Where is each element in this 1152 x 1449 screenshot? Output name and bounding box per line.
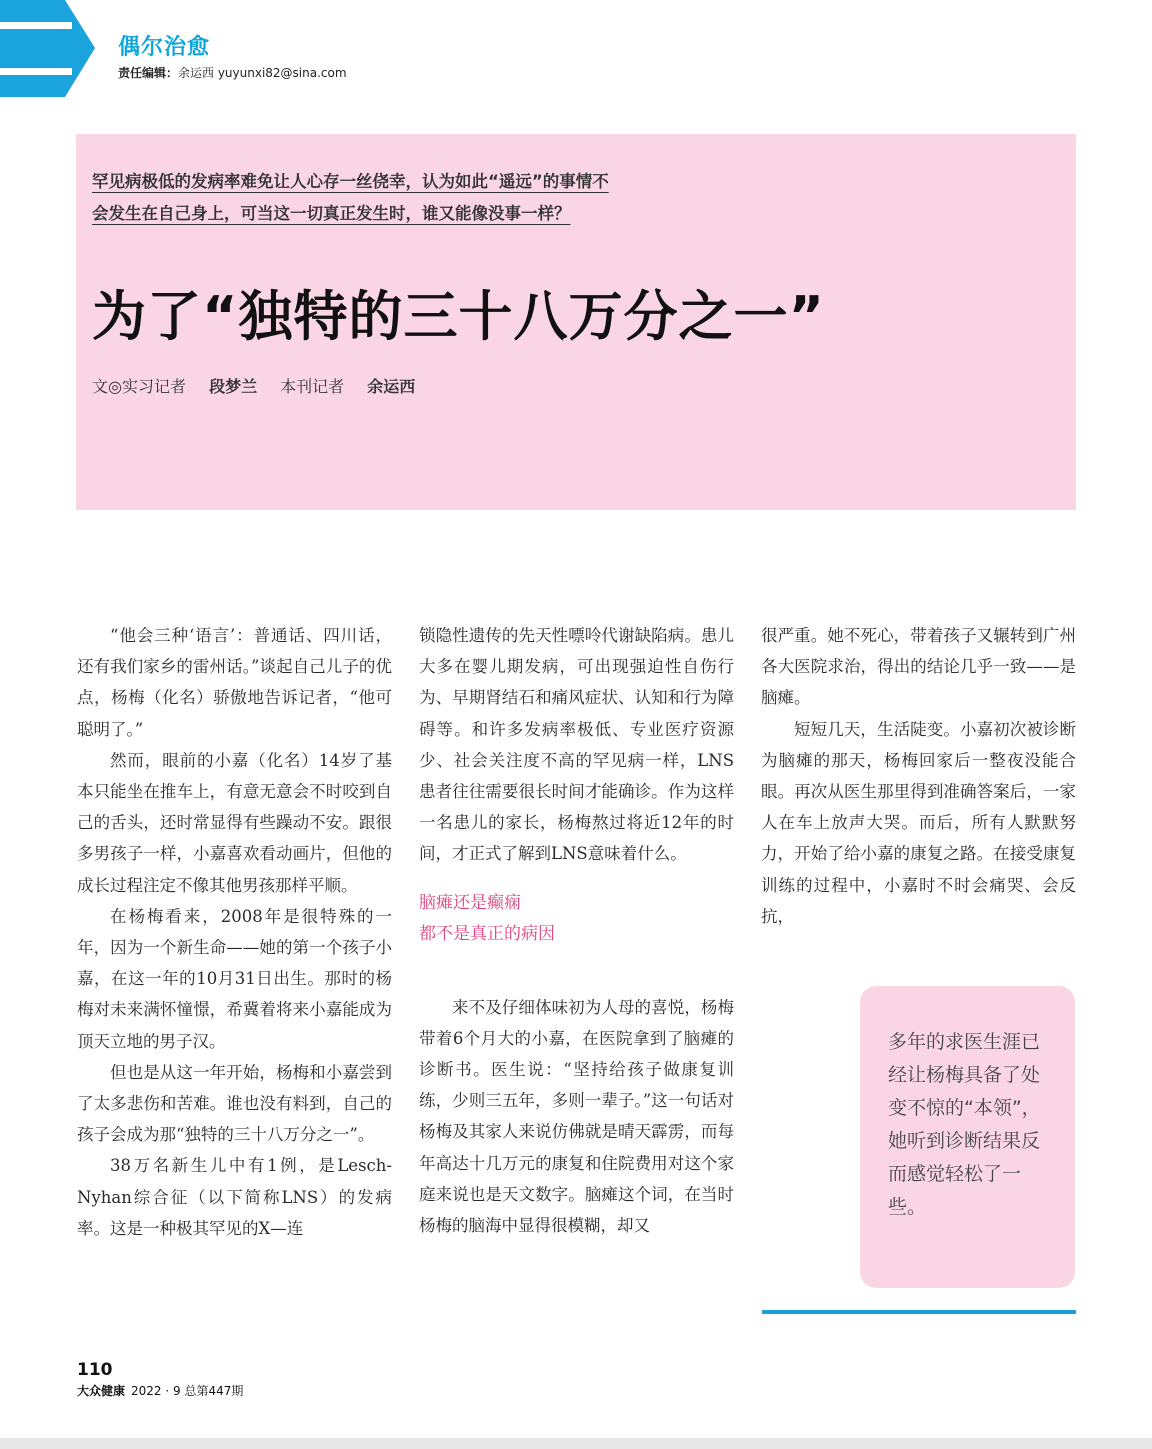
paragraph: 38万名新生儿中有1例，是Lesch-Nyhan综合征（以下简称LNS）的发病率。这是一种极其罕见的X—连: [77, 1156, 392, 1238]
body-column-3: [761, 620, 1076, 932]
lead-line-1: 罕见病极低的发病率难免让人心存一丝侥幸，认为如此“遥远”的事情不: [92, 172, 609, 191]
byline-prefix: 文◎实习记者: [92, 377, 186, 396]
pull-quote-text: 多年的求医生涯已经让杨梅具备了处变不惊的“本领”，她听到诊断结果反而感觉轻松了一些。: [888, 1031, 1041, 1218]
section-subheading: [419, 888, 734, 950]
paragraph: 然而，眼前的小嘉（化名）14岁了基本只能坐在推车上，有意无意会不时咬到自己的舌头，还时常显得有些躁动不安。跟很多男孩子一样，小嘉喜欢看动画片，但他的成长过程注定不像其他男孩那样平顺。: [77, 750, 392, 895]
paragraph: 短短几天，生活陡变。小嘉初次被诊断为脑瘫的那天，杨梅回家后一整夜没能合眼。再次从医生那里得到准确答案后，一家人在车上放声大哭。而后，所有人默默努力，开始了给小嘉的康复之路。在接受康复训练的过程中，小嘉时不时会痛哭、会反抗，: [761, 719, 1076, 926]
page-bottom-band: [0, 1438, 1152, 1449]
paragraph: 在杨梅看来，2008年是很特殊的一年，因为一个新生命——她的第一个孩子小嘉，在这一年的10月31日出生。那时的杨梅对未来满怀憧憬，希冀着将来小嘉能成为顶天立地的男子汉。: [77, 906, 392, 1051]
footer-issue-line: [77, 1382, 243, 1399]
pull-quote-rule: [762, 1310, 1076, 1314]
section-title: 偶尔治愈: [118, 35, 211, 60]
magazine-name: 大众健康: [77, 1384, 126, 1398]
article-headline: 为了“独特的三十八万分之一”: [92, 285, 825, 348]
section-tab-icon: [0, 0, 95, 97]
lead-line-2: 会发生在自己身上，可当这一切真正发生时，谁又能像没事一样？: [92, 204, 571, 223]
editor-credit: [118, 64, 347, 81]
issue-info: 2022 · 9 总第447期: [131, 1384, 244, 1398]
pull-quote-box: [860, 986, 1075, 1288]
byline-author-2: 余运西: [367, 377, 416, 396]
subheading-line-2: 都不是真正的病因: [419, 923, 555, 944]
body-column-2: [419, 620, 734, 1241]
editor-value: 余运西 yuyunxi82@sina.com: [178, 66, 347, 80]
paragraph: 很严重。她不死心，带着孩子又辗转到广州各大医院求治，得出的结论几乎一致——是脑瘫。: [761, 626, 1076, 708]
body-column-1: [77, 620, 392, 1244]
byline-author-1: 段梦兰: [209, 377, 258, 396]
paragraph: 但也是从这一年开始，杨梅和小嘉尝到了太多悲伤和苦难。谁也没有料到，自己的孩子会成为那“独特的三十八万分之一”。: [77, 1062, 392, 1145]
paragraph: 来不及仔细体味初为人母的喜悦，杨梅带着6个月大的小嘉，在医院拿到了脑瘫的诊断书。医生说：“坚持给孩子做康复训练，少则三五年，多则一辈子。”这一句话对杨梅及其家人来说仿佛就是晴天霹雳，而每年高达十几万元的康复和住院费用对这个家庭来说也是天文数字。脑瘫这个词，在当时杨梅的脑海中显得很模糊，却又: [419, 997, 734, 1236]
page-number: 110: [77, 1360, 113, 1380]
editor-label: 责任编辑：: [118, 66, 179, 80]
subheading-line-1: 脑瘫还是癫痫: [419, 892, 521, 913]
paragraph: 锁隐性遗传的先天性嘌呤代谢缺陷病。患儿大多在婴儿期发病，可出现强迫性自伤行为、早期肾结石和痛风症状、认知和行为障碍等。和许多发病率极低、专业医疗资源少、社会关注度不高的罕见病一样，LNS患者往往需要很长时间才能确诊。作为这样一名患儿的家长，杨梅熬过将近12年的时间，才正式了解到LNS意味着什么。: [419, 626, 734, 864]
lead-paragraph: [92, 166, 752, 230]
title-panel: [76, 134, 1076, 510]
byline-role-2: 本刊记者: [280, 377, 345, 396]
byline: [92, 374, 433, 397]
paragraph: “他会三种‘语言’：普通话、四川话，还有我们家乡的雷州话。”谈起自己儿子的优点，杨梅（化名）骄傲地告诉记者，“他可聪明了。”: [77, 626, 392, 739]
